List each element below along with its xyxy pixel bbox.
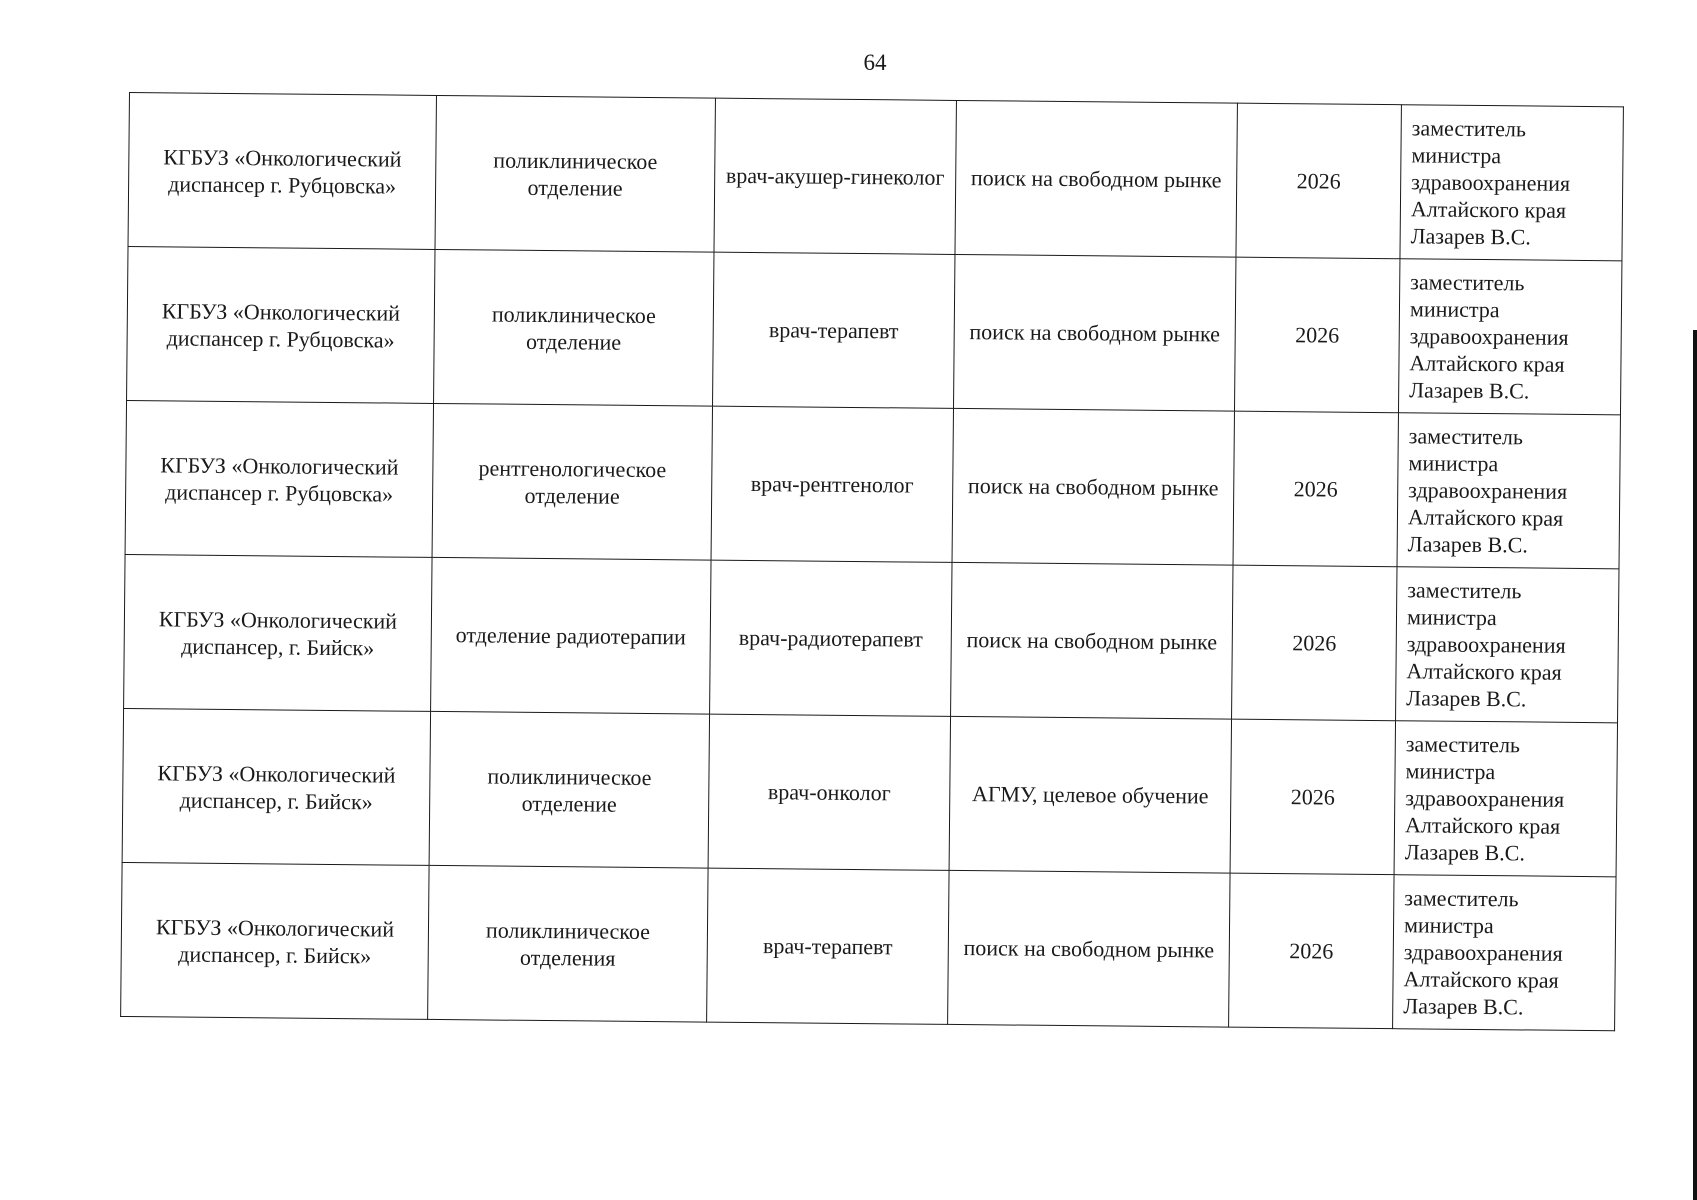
- responsible-line: Алтайского края: [1407, 504, 1564, 531]
- responsible-line: министра: [1408, 450, 1499, 477]
- responsible-line: министра: [1403, 912, 1494, 939]
- responsible-line: здравоохранения: [1411, 169, 1571, 196]
- cell-responsible: [1393, 875, 1616, 1031]
- responsible-line: Алтайского края: [1403, 966, 1559, 993]
- responsible-line: Лазарев В.С.: [1409, 377, 1530, 404]
- cell-source: поиск на свободном рынке: [955, 100, 1237, 257]
- cell-position: врач-терапевт: [713, 252, 955, 408]
- responsible-line: заместитель: [1410, 269, 1525, 296]
- cell-year: 2026: [1229, 873, 1394, 1029]
- cell-department: поликлиническое отделение: [435, 95, 715, 252]
- cell-year: 2026: [1236, 103, 1401, 259]
- table-row: [124, 554, 1619, 722]
- responsible-line: заместитель: [1407, 577, 1522, 604]
- responsible-line: министра: [1406, 604, 1497, 631]
- responsible-line: Лазарев В.С.: [1404, 839, 1526, 866]
- table-row: [128, 93, 1623, 261]
- cell-year: 2026: [1232, 565, 1397, 721]
- cell-position: врач-радиотерапевт: [710, 560, 952, 716]
- responsible-line: Алтайского края: [1406, 658, 1562, 685]
- responsible-line: заместитель: [1404, 885, 1519, 912]
- cell-source: поиск на свободном рынке: [952, 408, 1234, 565]
- cell-department: отделение радиотерапии: [431, 557, 711, 714]
- cell-organization: КГБУЗ «Онкологический диспансер г. Рубцовска»: [127, 246, 435, 403]
- cell-responsible: [1397, 413, 1620, 569]
- responsible-line: министра: [1411, 142, 1502, 169]
- responsible-line: Лазарев В.С.: [1403, 993, 1524, 1020]
- responsible-line: министра: [1409, 296, 1500, 323]
- cell-position: врач-рентгенолог: [711, 406, 953, 562]
- page-number: 64: [863, 50, 887, 75]
- cell-position: врач-онколог: [708, 714, 950, 870]
- responsible-line: здравоохранения: [1408, 477, 1568, 504]
- table-body: [121, 93, 1624, 1031]
- cell-organization: КГБУЗ «Онкологический диспансер, г. Бийск»: [121, 862, 429, 1019]
- cell-organization: КГБУЗ «Онкологический диспансер, г. Бийск»: [124, 554, 432, 711]
- responsible-line: Лазарев В.С.: [1406, 685, 1527, 712]
- cell-department: поликлиническое отделения: [428, 865, 708, 1022]
- cell-year: 2026: [1234, 257, 1399, 413]
- cell-position: врач-терапевт: [707, 868, 949, 1024]
- table-row: [121, 862, 1616, 1030]
- cell-responsible: [1400, 105, 1623, 261]
- responsible-line: Алтайского края: [1404, 812, 1561, 839]
- cell-source: поиск на свободном рынке: [951, 562, 1233, 719]
- staffing-table: [120, 92, 1624, 1031]
- responsible-line: Алтайского края: [1410, 196, 1567, 223]
- cell-year: 2026: [1233, 411, 1398, 567]
- cell-source: поиск на свободном рынке: [948, 870, 1230, 1027]
- cell-source: АГМУ, целевое обучение: [949, 716, 1231, 873]
- cell-department: рентгенологическое отделение: [432, 403, 712, 560]
- responsible-line: заместитель: [1408, 423, 1524, 450]
- cell-organization: КГБУЗ «Онкологический диспансер г. Рубцовска»: [125, 400, 433, 557]
- responsible-line: заместитель: [1405, 731, 1521, 758]
- cell-department: поликлиническое отделение: [434, 249, 714, 406]
- responsible-line: здравоохранения: [1405, 785, 1565, 812]
- responsible-line: заместитель: [1411, 115, 1527, 142]
- cell-year: 2026: [1230, 719, 1395, 875]
- responsible-line: Лазарев В.С.: [1407, 531, 1528, 558]
- cell-department: поликлиническое отделение: [429, 711, 709, 868]
- responsible-line: здравоохранения: [1406, 631, 1566, 658]
- cell-source: поиск на свободном рынке: [954, 254, 1236, 411]
- responsible-line: Алтайского края: [1409, 350, 1565, 377]
- responsible-line: министра: [1405, 758, 1496, 785]
- cell-organization: КГБУЗ «Онкологический диспансер, г. Бийск»: [122, 708, 430, 865]
- table-row: [125, 400, 1620, 568]
- table-row: [122, 708, 1617, 876]
- cell-responsible: [1398, 259, 1621, 415]
- cell-position: врач-акушер-гинеколог: [714, 98, 956, 254]
- cell-responsible: [1396, 567, 1619, 723]
- scan-edge-line: [1693, 330, 1697, 1200]
- table-row: [127, 246, 1622, 414]
- responsible-line: Лазарев В.С.: [1410, 223, 1531, 250]
- responsible-line: здравоохранения: [1409, 323, 1569, 350]
- cell-responsible: [1394, 721, 1617, 877]
- responsible-line: здравоохранения: [1403, 939, 1563, 966]
- cell-organization: КГБУЗ «Онкологический диспансер г. Рубцовска»: [128, 93, 436, 250]
